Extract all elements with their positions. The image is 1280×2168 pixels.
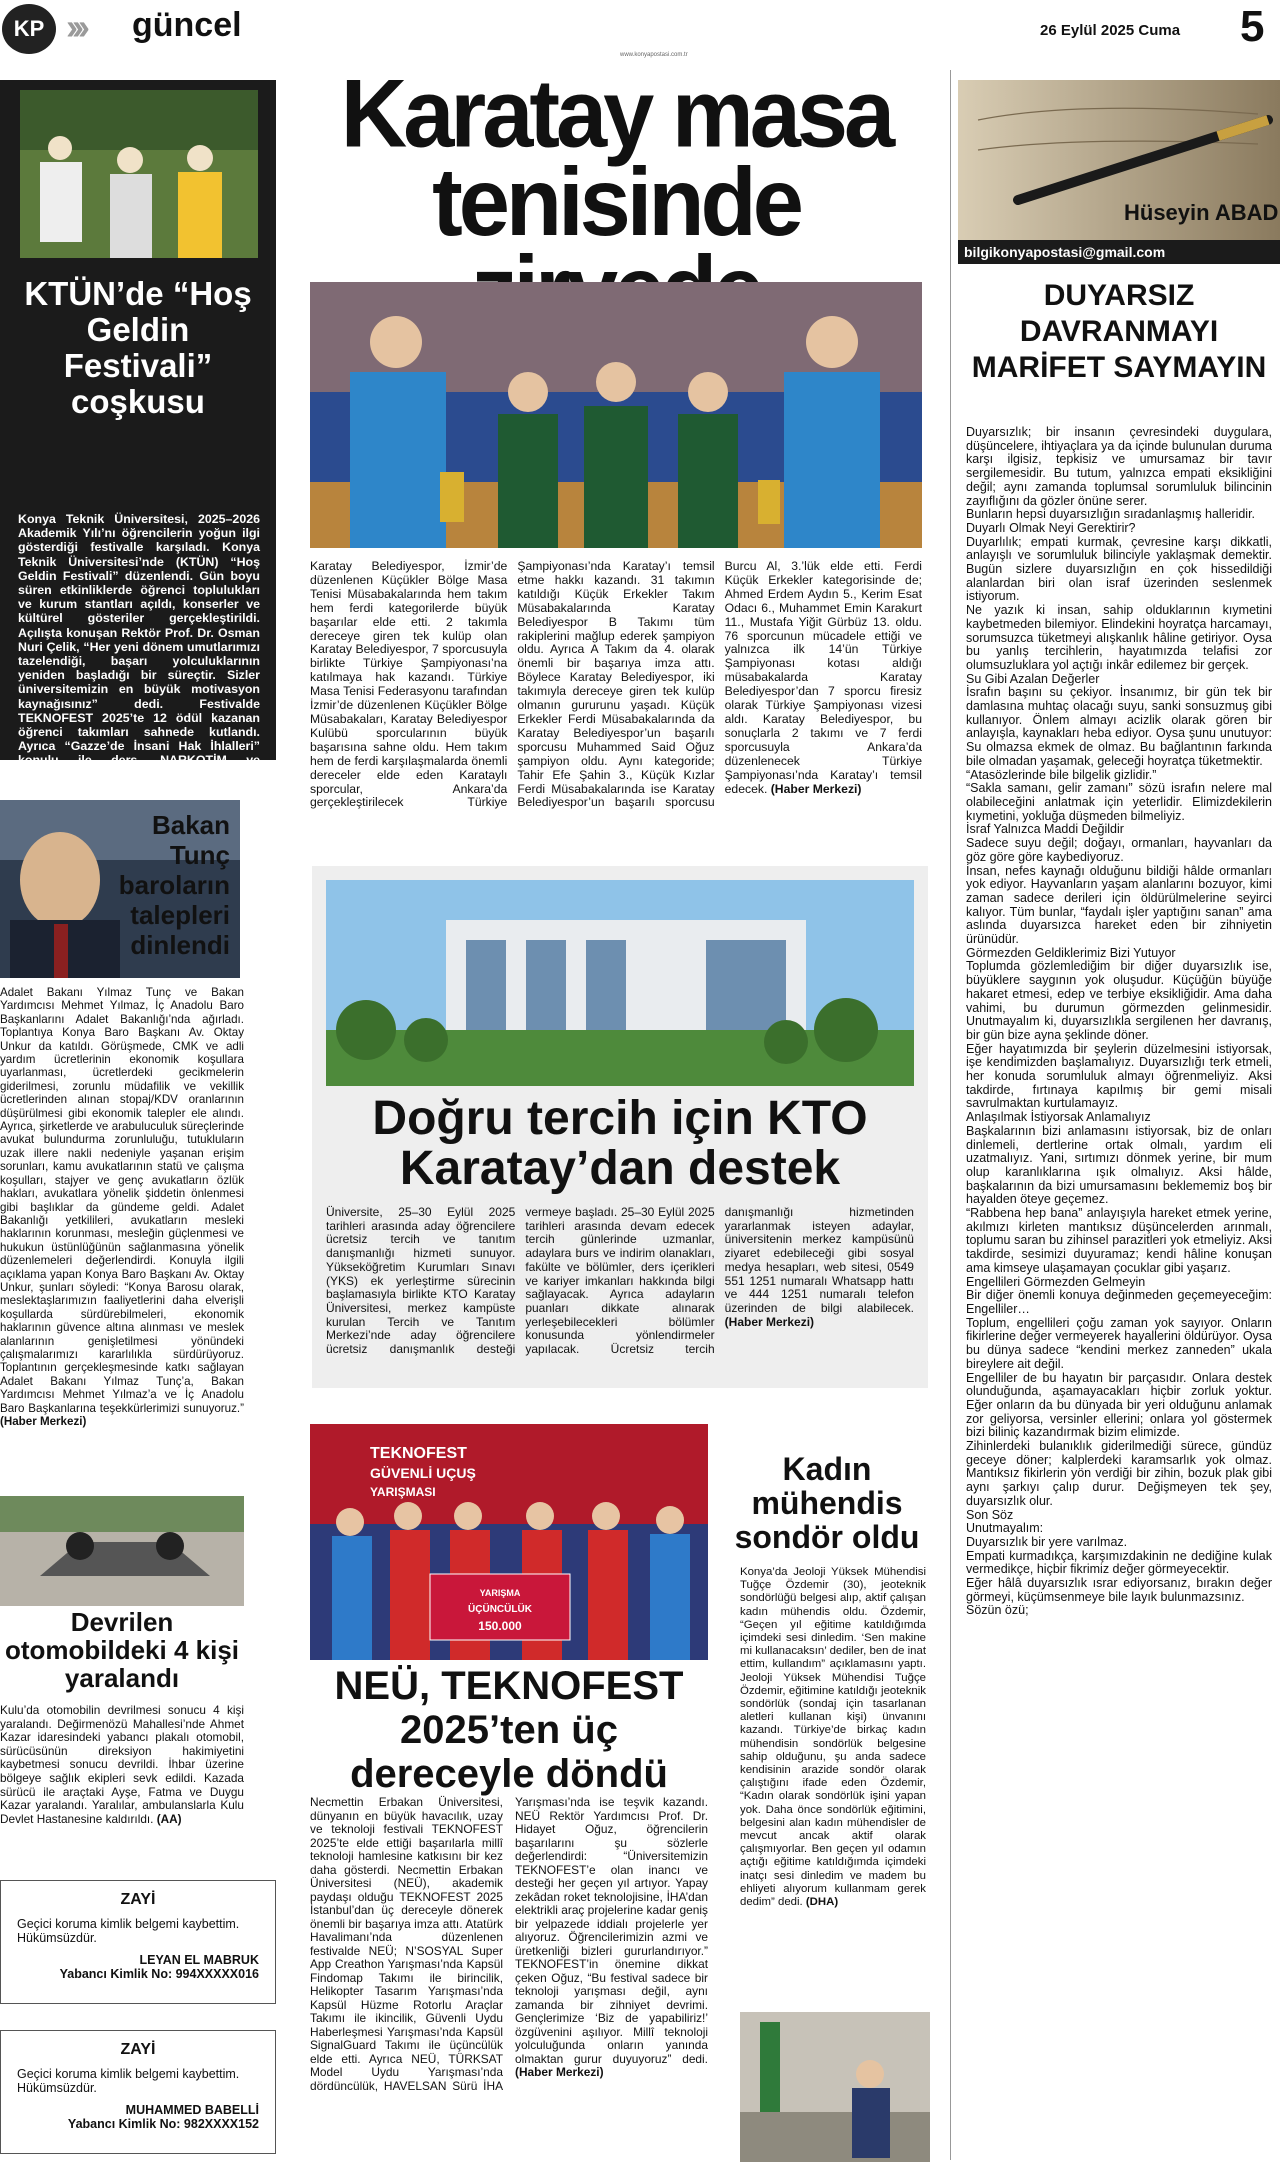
prize-board-amount: 150.000 <box>478 1619 522 1633</box>
prize-board-text: YARIŞMA <box>479 1588 521 1598</box>
kadin-headline: Kadın mühendis sondör oldu <box>734 1451 920 1555</box>
karatay-body: Karatay Belediyespor, İzmir’de düzenlenen Küçükler Bölge Masa Tenisi Müsabakalarında hem takım hem ferdi kategorilerde büyük başarılar elde etti. 2 takımla dereceye giren tek kulüp olan Karatay Belediyespor, 7 sporcusuyla birlikte Türkiye Şampiyonası’na katılmaya hak kazandı. Türkiye Masa Tenisi Federasyonu tarafından İzmir’de düzenlenen Küçükler Bölge Müsabakaları, Karatay Belediyespor Kulübü sporcularının büyük başarısına sahne oldu. Hem takım hem de ferdi karşılaşmalarda önemli dereceler elde eden Karataylı sporcular, Ankara’da gerçekleştirilecek Türkiye Şampiyonası’nda Karatay’ı temsil etme hakkı kazandı. 31 takımın katıldığı Küçük Erkekler Takım Müsabakalarında Karatay Belediyespor B Takımı tüm rakiplerini mağlup ederek şampiyon oldu. Ayrıca A Takım da 4. olarak önemli bir başarıya imza attı. Böylece Karatay Belediyespor, iki takımıyla dereceye giren tek kulüp olmanın gururunu yaşadı. Küçük Erkekler Ferdi Müsabakalarında da Karatay Belediyespor’un başarılı sporcusu Muhammed Said Oğuz şampiyon oldu. Aynı kategoride; Tahir Efe Şahin 3., Küçük Kızlar Ferdi Müsabakalarında ise Karatay Belediyespor’un başarılı sporcusu Burcu Al, 3.’lük elde etti. Ferdi Küçük Erkekler kategorisinde de; Ahmed Erdem Aydın 5., Kerim Esat Odacı 6., Muhammet Emin Karakurt 11., Mustafa Yiğit Gürbüz 13. oldu. 76 sporcunun mücadele ettiği ve yalnızca ilk 14’ün Türkiye Şampiyonası kotası aldığı müsabakalarda Karatay Belediyespor’dan 7 sporcu firesiz olarak Türkiye Şampiyonası vizesi aldı. Karatay Belediyespor, bu sonuçlarla 2 takımı ve 7 ferdi sporcusuyla Ankara’da düzenlenecek Türkiye Şampiyonası’nda Karatay’ı temsil edecek. (Haber Merkezi) <box>310 559 922 810</box>
banner-line: YARIŞMASI <box>370 1485 436 1499</box>
neu-body: Necmettin Erbakan Üniversitesi, dünyanın en büyük havacılık, uzay ve teknoloji festivali TEKNOFEST 2025’te elde ettiği başarılarla millî teknoloji hamlesine katkısını bir kez daha gösterdi. Necmettin Erbakan Üniversitesi (NEÜ), akademik paydaşı olduğu TEKNOFEST 2025 İstanbul’dan üç dereceyle dönerek önemli bir başarıya imza attı. Atatürk Havalimanı’nda düzenlenen festivalde NEÜ; N’SOSYAL Super App Creathon Yarışması’nda Kapsül Findomap Takımı ile birincilik, Helikopter Tasarım Yarışması’nda Kapsül Hüzme Rotorlu Araçlar Takımı ile ikincilik, Güvenli Uydu Haberleşmesi Yarışması’nda Kapsül SignalGuard Takımı ile üçüncülük elde etti. Ayrıca NEÜ, TÜRKSAT Model Uydu Yarışması’nda dördüncülük, HAVELSAN Sürü İHA Yarışması’nda ise teşvik kazandı. NEÜ Rektör Yardımcısı Prof. Dr. Hidayet Oğuz, öğrencilerin başarılarını şu sözlerle değerlendirdi: “Üniversitemizin TEKNOFEST’e olan inancı ve desteği her geçen yıl artıyor. Yapay zekâdan roket teknolojisine, İHA’dan elektrikli araç projelerine kadar geniş bir yelpazede iddialı projelerle yer alıyoruz. Öğrencilerimizin azmi ve üretkenliği bizleri gururlandırıyor.” TEKNOFEST’in önemine dikkat çeken Oğuz, “Bu festival sadece bir teknoloji yarışması değil, aynı zamanda bir zihniyet devrimi. Gençlerimize ‘Biz de yapabiliriz!’ özgüvenini aşılıyor. Millî teknoloji yolculuğunda onların yanında olmaktan gurur duyuyoruz” dedi. (Haber Merkezi) <box>310 1795 708 2093</box>
kaza-body: Kulu’da otomobilin devrilmesi sonucu 4 kişi yaralandı. Değirmenözü Mahallesi’nde Ahmet Kazar idaresindeki yabancı plakalı otomobil, sürücüsünün direksiyon hakimiyetini kaybetmesi sonucu devrildi. İhbar üzerine bölgeye sağlık ekipleri sevk edildi. Kazada sürücü ile araçtaki Ayşe, Fatma ve Duygu Kazar yaralandı. Yaralılar, ambulanslarla Kulu Devlet Hastanesine kaldırıldı. (AA) <box>0 1703 244 1826</box>
karatay-headline: Karatay masa tenisinde <box>340 60 892 256</box>
section-title: güncel <box>132 6 242 44</box>
column-author: Hüseyin ABAD <box>1124 200 1279 225</box>
festival-photo <box>20 90 258 258</box>
masthead <box>0 0 1280 58</box>
ktun-box <box>0 80 276 796</box>
site-url: www.konyapostasi.com.tr <box>620 52 688 58</box>
ktun-body: Konya Teknik Üniversitesi, 2025–2026 Akademik Yılı’nı öğrencilerin yoğun ilgi gösterdiği festivalle karşıladı. Konya Teknik Üniversitesi’nde (KTÜN) “Hoş Geldin Festivali” düzenlendi. Gün boyu süren etkinliklerde öğrenci toplulukları ve kurum stantları açıldı, konserler ve kültürel gösteriler gerçekleştirildi. Açılışta konuşan Rektör Prof. Dr. Osman Nuri Çelik, “Her yeni dönem umutlarımızı tazelendiği, başarı yolculuklarının yeniden başladığı bir süreçtir. Sizler üniversitemizin en büyük motivasyon kaynağısınız” dedi. Festivalde TEKNOFEST 2025’te 12 ödül kazanan öğrenci takımları sahnede kutlandı. Ayrıca “Gazze’de İnsani Hak İhlalleri” konulu ile ders, NARKOTİM ve SİBERAY’ın bilgilendirme çalışmaları dikkat çekti. <box>18 512 260 796</box>
drilling-engineer-photo <box>740 2012 930 2162</box>
kto-body: Üniversite, 25–30 Eylül 2025 tarihleri arasında aday öğrencilere ücretsiz tercih ve tanıtım danışmanlığı hizmeti sunuyor. Yükseköğretim Kurumları Sınavı (YKS) ek yerleştirme sürecinin başlamasıyla birlikte KTO Karatay Üniversitesi, merkez kampüste kurulan Tercih ve Tanıtım Merkezi’nde aday öğrencilere ücretsiz danışmanlık desteği vermeye başladı. 25–30 Eylül 2025 tarihleri arasında devam edecek tercih günlerinde uzmanlar, adaylara burs ve indirim olanakları, fakülte ve bölümler, ders içerikleri ve kariyer imkanları hakkında bilgi sağlayacak. Ayrıca adayların puanları dikkate alınarak yerleşebilecekleri bölümler konusunda yönlendirmeler yapılacak. Ücretsiz tercih danışmanlığı hizmetinden yararlanmak isteyen adaylar, üniversitenin merkez kampüsünü ziyaret edebileceği gibi sosyal medya hesapları, web sitesi, 0549 551 1251 numaralı Whatsapp hattı ve 444 1251 numaralı telefon üzerinden de bilgi alabilecek. (Haber Merkezi) <box>326 1205 914 1357</box>
kaza-headline: Devrilen otomobildeki 4 kişi yaralandı <box>4 1607 240 1693</box>
ktun-headline: KTÜN’de “Hoş Geldin Festivali” coşkusu <box>24 275 252 420</box>
banner-brand: TEKNOFEST <box>370 1445 467 1462</box>
page-number: 5 <box>1240 2 1265 51</box>
tunc-body: Adalet Bakanı Yılmaz Tunç ve Bakan Yardımcısı Mehmet Yılmaz, İç Anadolu Baro Başkanlarını Adalet Bakanlığı’nda ağırladı. Toplantıya Konya Baro Başkanı Av. Oktay Unkur da katıldı. Görüşmede, CMK ve adli yardım ücretlerinin ekonomik koşullara uyarlanması, ücretlerdeki gecikmelerin giderilmesi, zorunlu müdafilik ve vekillik ücretlerinden alınan stopaj/KDV oranlarının düşürülmesi gibi ekonomik talepler ele alındı. Ayrıca, şirketlerde ve arabuluculuk süreçlerinde avukat bulundurma zorunluluğu, tutukluların uzak illere nakli nedeniyle yaşanan erişim sorunları, kamu avukatlarının statü ve çalışma koşulları, stajyer ve genç avukatların özlük hakları, avukatlara yönelik şiddetin önlenmesi gibi başlıklar da gündeme geldi. Adalet Bakanlığı yetkilileri, avukatların mesleki haklarının korunması, mesleğin güçlenmesi ve hukukun üstünlüğünün sağlanmasına yönelik düzenlemeleri değerlendirdi. Konuyla ilgili açıklama yapan Konya Baro Başkanı Av. Oktay Unkur, şunları söyledi: “Konya Barosu olarak, meslektaşlarımızın faaliyetlerini daha elverişli koşullarda sürdürebilmeleri, ekonomik haklarının güvence altına alınması ve meslek alanlarının genişletilmesi yönündeki çalışmalarımızı kararlılıkla sürdürüyoruz. Toplantının gerçekleşmesinde katkı sağlayan Adalet Bakanı Yılmaz Tunç’a, Bakan Yardımcısı Mehmet Yılmaz’a ve İç Anadolu Baro Başkanlarına teşekkürlerimizi sunuyoruz.” (Haber Merkezi) <box>0 986 244 1428</box>
logo: KP <box>2 4 56 54</box>
author-email[interactable]: bilgikonyapostasi@gmail.com <box>958 240 1280 264</box>
kto-box <box>312 866 928 1388</box>
chevrons-icon: ››› <box>66 6 84 47</box>
kto-headline: Doğru tercih için KTO Karatay’dan destek <box>372 1092 868 1195</box>
table-tennis-team-photo <box>310 282 922 548</box>
column-divider <box>950 70 951 2160</box>
issue-date: 26 Eylül 2025 Cuma <box>1040 22 1181 39</box>
banner-line: GÜVENLİ UÇUŞ <box>370 1465 476 1481</box>
neu-headline: NEÜ, TEKNOFEST 2025’ten üç dereceyle döndü <box>334 1664 684 1796</box>
accident-photo <box>0 1496 244 1606</box>
prize-board-text: ÜÇÜNCÜLÜK <box>468 1604 532 1615</box>
column-body: Duyarsızlık; bir insanın çevresindeki duygulara, düşüncelere, ihtiyaçlara ya da içinde bulunulan duruma karşı ilgisiz, tepkisiz ve umursamaz bir tavır sergilemesidir. Bu tutum, yalnızca empati eksikliğini değil; aynı zamanda toplumsal sorumluluk bilincinin zayıflığını da gözler önüne serer. Bunların hepsi duyarsızlığın sıradanlaşmış halleridir. Duyarlı Olmak Neyi Gerektirir? Duyarlılık; empati kurmak, çevresine karşı dikkatli, anlayışlı ve sorumluluk bilinciyle yaklaşmak demektir. Bugün sizlere duyarsızlığın en çok hissedildiği alanlardan biri olan israf üzerinden seslenmek istiyorum. Ne yazık ki insan, sahip olduklarının kıymetini kaybetmeden bilemiyor. Elindekini hoyratça harcamayı, sorumsuzca tüketmeyi alışkanlık hâline getiriyor. Oysa bu yanlış tercihlerin, hayatımızda telafisi zor olumsuzluklara yol açtığı inkâr edilemez bir gerçek. Su Gibi Azalan Değerler İsrafın başını su çekiyor. İnsanımız, bir gün tek bir damlasına muhtaç olacağı suyu, sanki sonsuzmuş gibi kullanıyor. Önlem almayı acizlik olarak gören bir anlayışla, kaynakları heba ediyor. Oysa şunu unutuyor: Su olmazsa ekmek de olmaz. Bu bağlantının farkında bile olmadan yaşamak, geleceği hoyratça tüketmektir. “Atasözlerinde bile bilgelik gizlidir.” “Sakla samanı, gelir zamanı” sözü israfın nelere mal olabileceğini anlatmak için yeterlidir. Elimizdekilerin kıymetini, yokluğa düşmeden bilmeliyiz. İsraf Yalnızca Maddi Değildir Sadece suyu değil; doğayı, ormanları, hayvanları da göz göre göre kaybediyoruz. İnsan, nefes kaynağı olduğunu bildiği hâlde ormanları yok ediyor. Hayvanların yaşam alanlarını bozuyor, kimi zaman sadece derileri için öldürülmelerine seyirci kalıyor. Tüm bunlar, “faydalı işler yaptığını sanan” ama aslında duyarsızca hareket eden bir zihniyetin ürünüdür. Görmezden Geldiklerimiz Bizi Yutuyor Toplumda gözlemlediğim bir diğer duyarsızlık ise, büyüklere saygının yok oluşudur. Küçüğün büyüğe hakaret etmesi, edep ve terbiye eksikliğidir. Ama daha vahimi, bu durumun görmezden gelinmesidir. Unutmayalım ki, duyarsızlıkla sergilenen her davranış, bir gün bize ayna şeklinde döner. Eğer hayatımızda bir şeylerin düzelmesini istiyorsak, işe kendimizden başlamalıyız. Duyarsızlığı terk etmeli, her konuda sorumluluk almayı öğrenmeliyiz. Aksi takdirde, fırtınaya kapılmış bir gemi misali savrulmaktan kurtulamayız. Anlaşılmak İstiyorsak Anlamalıyız Başkalarının bizi anlamasını istiyorsak, biz de onları dinlemeli, dertlerine ortak olmalı, yardım eli uzatmalıyız. Yani, sırtımızı dönmek yerine, bir mum olup karanlıklarına ışık olmalıyız. Aksi hâlde, başkalarının da bizi umursamasını beklememiz boş bir hayalden öteye geçemez. “Rabbena hep bana” anlayışıyla hareket etmek yerine, akılmızı kirleten mantıksız düşüncelerden arınmalı, toplumu saran bu zihinsel parazitleri yok etmeliyiz. Aksi takdirde, sesimizi duyuramaz; kendi hâline konuşan ama kimseye ulaşamayan çocuklar gibi yaşarız. Engellileri Görmezden Gelmeyin Bir diğer önemli konuya değinmeden geçemeyeceğim: Engelliler… Toplum, engellileri çoğu zaman yok sayıyor. Onların fikirlerine değer vermeyerek hayallerini öldürüyor. Oysa bu dünya sadece “kendini merkez zanneden” ukala bireylere ait değil. Engelliler de bu hayatın bir parçasıdır. Onlara destek olunduğunda, aşamayacakları hiçbir zorluk yoktur. Eğer onların da bu dünyada bir yeri olduğunu anlamak zor geliyorsa, versinler ellerini; onlara yol göstermek bizi biliniç kazandırmak bizim elimizde. Zihinlerdeki bulanıklık giderilmediği sürece, gündüz geceye döner; kalplerdeki karamsarlık yok olmaz. Mantıksız fikirlerin yön verdiği bir zihin, bozuk plak gibi aynı şarkıyı çalıp durur. Değişmeyen tek şey, duyarsızlık olur. Son Söz Unutmayalım: Duyarsızlık bir yere varılmaz. Empati kurmadıkça, karşımızdakinin ne dediğine kulak vermedikçe, hiçbir fikrimiz değer görmeyecektir. Eğer hâlâ duyarsızlık ısrar ediyorsanız, bırakın değer görmeyi, küçümsenmeye bile layık bulunmazsınız. Sözün özü; <box>966 425 1272 1618</box>
teknofest-team-photo <box>310 1424 708 1660</box>
zayi-notice: ZAYİ Geçici koruma kimlik belgemi kaybettim. Hükümsüzdür. MUHAMMED BABELLİ Yabancı Kimlik No: 982XXXX152 <box>0 2030 276 2154</box>
university-campus-photo <box>326 880 914 1086</box>
tunc-headline: Bakan Tunç baroların talepleri dinlendi <box>118 810 230 960</box>
zayi-notice: ZAYİ Geçici koruma kimlik belgemi kaybettim. Hükümsüzdür. LEYAN EL MABRUK Yabancı Kimlik No: 994XXXXX016 <box>0 1880 276 2004</box>
kadin-body: Konya’da Jeoloji Yüksek Mühendisi Tuğçe Özdemir (30), jeoteknik sondörlüğü belgesi alıp, aktif çalışan kadın mühendis oldu. Özdemir, “Geçen yıl eğitime katıldığımda içimdeki sesi dinledim. ‘Sen makine mi kullanacaksın’ dediler, ben de inat ettim, kullandım” açıklamasını yaptı. Jeoloji Yüksek Mühendisi Tuğçe Özdemir, eğitimine katıldığı jeoteknik sondörlük (sondaj için tasarlanan aletleri kullanan kişi) ünvanını kazandı. Türkiye’de birkaç kadın mühendisin sondörlük belgesine sahip olduğunu, şu anda sadece kendisinin arazide sondör olarak çalıştığını ifade eden Özdemir, “Kadın olarak sondörlük işini yapan yok. Daha önce sondörlük eğitimini, belgesini alan kadın mühendisler de mevcut ancak aktif olarak çalışmıyorlar. Ben geçen yıl odamın açtığı eğitime katıldığımda içimdeki inatçı sesi dinledim ve madem bu ehliyeti alıyorum kullanmam gerek dedim” dedi. (DHA) <box>740 1566 926 1909</box>
column-headline: DUYARSIZ DAVRANMAYI MARİFET SAYMAYIN <box>971 279 1267 384</box>
